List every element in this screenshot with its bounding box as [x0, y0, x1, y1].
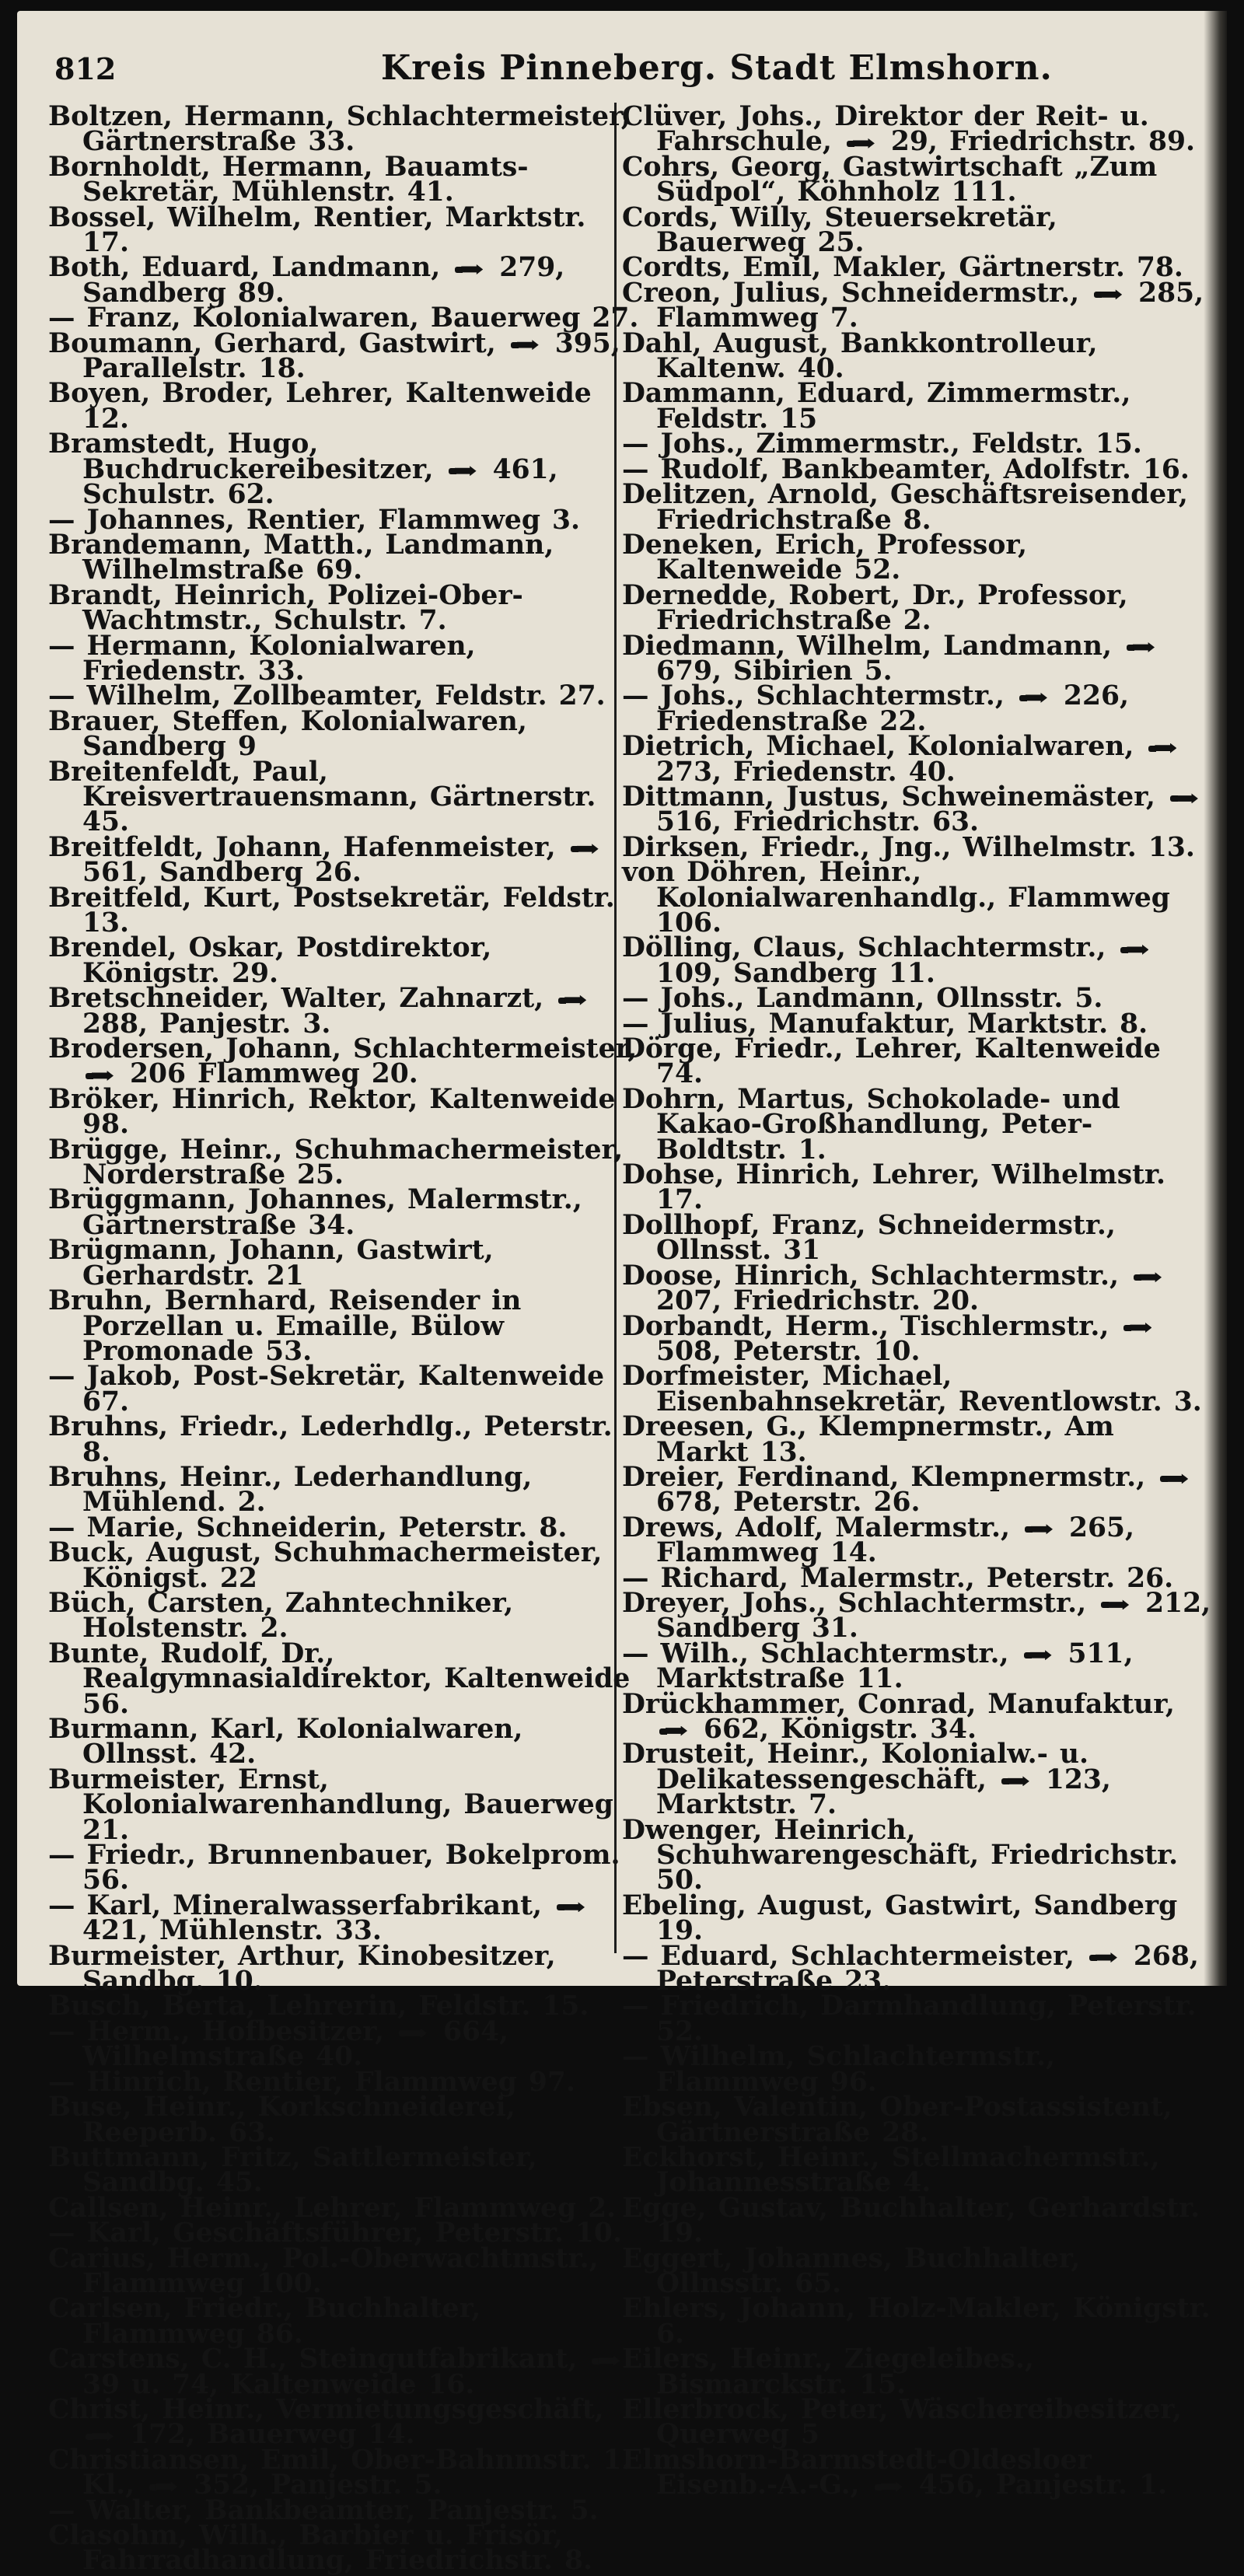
directory-entry: Drusteit, Heinr., Kolonialw.- u. Delikatessengeschäft, 123, Marktstr. 7. — [622, 1739, 1111, 1821]
directory-entry: — Johs., Schlachtermstr., 226, Friedenstraße 22. — [622, 680, 1129, 737]
directory-entry: Christiansen, Emil, Ober-Bahnmstr. 1. Kl., 352, Panjestr. 5. — [48, 2444, 631, 2501]
directory-entry: Both, Eduard, Landmann, 279, Sandberg 89. — [48, 252, 565, 309]
directory-entry: Diedmann, Wilhelm, Landmann, 679, Sibirien 5. — [622, 634, 1213, 684]
directory-entry: Dorbandt, Herm., Tischlermstr., 508, Peterstr. 10. — [622, 1314, 1213, 1365]
directory-entry: Clüver, Johs., Direktor der Reit- u. Fahrschule, 29, Friedrichstr. 89. — [622, 101, 1195, 158]
directory-entry: Breitfeldt, Johann, Hafenmeister, 561, Sandberg 26. — [48, 835, 639, 886]
directory-entry: Carstens, C. H., Steingutfabrikant, 39 u. 74, Kaltenweide 16. — [48, 2347, 639, 2397]
directory-entry: Bornholdt, Hermann, Bauamts-Sekretär, Mühlenstr. 41. — [48, 151, 529, 208]
directory-entry: Dreyer, Johs., Schlachtermstr., 212, Sandberg 31. — [622, 1587, 1211, 1645]
directory-entry: Eilers, Heinr., Ziegeleibes., Bismarckstr. 15. — [622, 2344, 1034, 2400]
directory-entry: Drückhammer, Conrad, Manufaktur, 662, Königstr. 34. — [622, 1688, 1175, 1745]
directory-entry: Büch, Carsten, Zahntechniker, Holstenstr. 2. — [48, 1587, 514, 1645]
telephone-icon — [558, 994, 588, 1005]
directory-entry: Dietrich, Michael, Kolonialwaren, 273, Friedenstr. 40. — [622, 734, 1213, 785]
telephone-icon — [455, 264, 484, 274]
directory-entry: Ebeling, August, Gastwirt, Sandberg 19. — [622, 1889, 1178, 1947]
directory-entry: Brodersen, Johann, Schlachtermeister, 206 Flammweg 20. — [48, 1033, 638, 1090]
directory-entry: — Marie, Schneiderin, Peterstr. 8. — [48, 1512, 568, 1543]
telephone-icon — [1123, 1322, 1153, 1333]
directory-entry: Carlsen, Friedr., Buchhalter, Flammweg 86. — [48, 2293, 481, 2350]
directory-entry: Bröker, Hinrich, Rektor, Kaltenweide 98. — [48, 1083, 616, 1141]
directory-entry: — Friedrich, Darmhandlung, Peterstr. 52. — [622, 1991, 1197, 2047]
directory-entry: — Herm., Hofbesitzer, 664, Wilhelmstraße 40. — [48, 2015, 509, 2073]
directory-entry: — Richard, Malermstr., Peterstr. 26. — [622, 1562, 1174, 1594]
right-column — [622, 101, 1213, 2501]
telephone-icon — [875, 2481, 904, 2492]
directory-entry: Bruhns, Heinr., Lederhandlung, Mühlend. 2. — [48, 1461, 533, 1519]
directory-entry: Dohse, Hinrich, Lehrer, Wilhelmstr. 17. — [622, 1159, 1166, 1216]
telephone-icon — [511, 339, 540, 350]
telephone-icon — [1094, 288, 1123, 299]
directory-entry: Drews, Adolf, Malermstr., 265, Flammweg 14. — [622, 1512, 1135, 1569]
directory-entry: Eggert, Johannes, Buchhalter, Ollnsstr. 65. — [622, 2242, 1081, 2299]
telephone-icon — [1148, 743, 1178, 753]
directory-entry: Bruhns, Friedr., Lederhdlg., Peterstr. 8. — [48, 1411, 613, 1468]
directory-entry: Bramstedt, Hugo, Buchdruckereibesitzer, 461, Schulstr. 62. — [48, 428, 558, 511]
directory-entry: — Wilhelm, Schlachtermstr., Flammweg 96. — [622, 2041, 1056, 2098]
directory-entry: Dreier, Ferdinand, Klempnermstr., 678, Peterstr. 26. — [622, 1465, 1213, 1515]
directory-entry: — Hinrich, Rentier, Flammweg 97. — [48, 2066, 575, 2098]
directory-entry: Breitfeld, Kurt, Postsekretär, Feldstr. 13. — [48, 882, 615, 938]
telephone-icon — [149, 2481, 179, 2492]
directory-entry: — Johs., Zimmermstr., Feldstr. 15. — [622, 428, 1142, 460]
directory-entry: Cords, Willy, Steuersekretär, Bauerweg 25. — [622, 201, 1057, 259]
directory-entry: Dorfmeister, Michael, Eisenbahnsekretär, Reventlowstr. 3. — [622, 1361, 1202, 1417]
telephone-icon — [1101, 1599, 1130, 1610]
directory-entry: Creon, Julius, Schneidermstr., 285, Flammweg 7. — [622, 277, 1204, 334]
directory-entry: Brügge, Heinr., Schuhmachermeister, Norderstraße 25. — [48, 1134, 624, 1191]
directory-entry: — Karl, Geschäftsführer, Peterstr. 10. — [48, 2218, 622, 2249]
directory-entry: Dittmann, Justus, Schweinemäster, 516, Friedrichstr. 63. — [622, 785, 1213, 835]
telephone-icon — [847, 138, 876, 149]
directory-entry: Ellerbrock, Peter, Wäschereibesitzer, Querweg 5 — [622, 2393, 1182, 2451]
telephone-icon — [1127, 641, 1156, 652]
directory-entry: — Eduard, Schlachtermeister, 268, Peterstraße 23. — [622, 1940, 1199, 1998]
directory-entry: Dernedde, Robert, Dr., Professor, Friedrichstraße 2. — [622, 579, 1128, 637]
directory-entry: von Döhren, Heinr., Kolonialwarenhandlg., Flammweg 106. — [622, 857, 1170, 938]
telephone-icon — [399, 2027, 428, 2038]
telephone-icon — [592, 2355, 621, 2366]
directory-entry: — Johannes, Rentier, Flammweg 3. — [48, 504, 580, 536]
directory-entry: Boumann, Gerhard, Gastwirt, 395, Parallelstr. 18. — [48, 327, 620, 385]
directory-entry: Ebsen, Valentin, Ober-Postassistent, Gärtnerstraße 28. — [622, 2092, 1172, 2148]
telephone-icon — [1170, 792, 1200, 803]
directory-entry: — Wilh., Schlachtermstr., 511, Marktstraße 11. — [622, 1638, 1134, 1695]
directory-entry: Egge, Gustav, Buchhalter, Gerhardstr. 19. — [622, 2192, 1200, 2249]
directory-entry: Burmann, Karl, Kolonialwaren, Ollnsst. 42. — [48, 1714, 523, 1770]
directory-entry: Carius, Herm., Pol.-Oberwachtmstr., Flammweg 100. — [48, 2242, 599, 2299]
directory-entry: Clasohm, Wilh., Barbier u. Frisör, Fahrradhandlung, Friedrichstr. 8. — [48, 2520, 592, 2576]
telephone-icon — [1160, 1473, 1190, 1484]
directory-entry: Breitenfeldt, Paul, Kreisvertrauensmann, Gärtnerstr. 45. — [48, 756, 596, 838]
telephone-icon — [1120, 944, 1150, 955]
directory-entry: Brügmann, Johann, Gastwirt, Gerhardstr. 21 — [48, 1235, 494, 1291]
directory-entry: Dwenger, Heinrich, Schuhwarengeschäft, Friedrichstr. 50. — [622, 1814, 1179, 1896]
directory-entry: Dreesen, G., Klempnermstr., Am Markt 13. — [622, 1411, 1114, 1468]
directory-entry: — Hermann, Kolonialwaren, Friedenstr. 33. — [48, 630, 476, 687]
directory-entry: Doose, Hinrich, Schlachtermstr., 207, Friedrichstr. 20. — [622, 1264, 1213, 1314]
directory-entry: — Wilhelm, Zollbeamter, Feldstr. 27. — [48, 680, 606, 712]
directory-entry: — Karl, Mineralwasserfabrikant, 421, Mühlenstr. 33. — [48, 1893, 639, 1944]
directory-entry: — Jakob, Post-Sekretär, Kaltenweide 67. — [48, 1361, 605, 1417]
directory-entry: Delitzen, Arnold, Geschäftsreisender, Friedrichstraße 8. — [622, 479, 1188, 536]
directory-entry: Ehlers, Johann, Holz-Makler, Königstr. 6. — [622, 2293, 1211, 2350]
telephone-icon — [1024, 1649, 1054, 1660]
directory-entry: Brandemann, Matth., Landmann, Wilhelmstraße 69. — [48, 529, 554, 586]
directory-entry: Deneken, Erich, Professor, Kaltenweide 52. — [622, 529, 1028, 586]
directory-entry: Dammann, Eduard, Zimmermstr., Feldstr. 15 — [622, 378, 1131, 435]
directory-entry: Buse, Heinr., Korkschneiderei, Reeperb. 63. — [48, 2092, 515, 2148]
directory-entry: Eckhorst, Heinr., Stellmachermstr., Johannesstraße 4. — [622, 2141, 1160, 2199]
directory-entry: — Johs., Landmann, Ollnsstr. 5. — [622, 983, 1103, 1015]
left-column — [48, 101, 639, 2576]
directory-entry: Brauer, Steffen, Kolonialwaren, Sandberg 9 — [48, 705, 527, 763]
directory-entry: Cohrs, Georg, Gastwirtschaft „Zum Südpol“, Köhnholz 111. — [622, 151, 1158, 208]
telephone-icon — [1001, 1775, 1031, 1786]
directory-entry: — Julius, Manufaktur, Marktstr. 8. — [622, 1008, 1148, 1040]
directory-entry: Dölling, Claus, Schlachtermstr., 109, Sandberg 11. — [622, 935, 1213, 986]
directory-entry: Buttmann, Fritz, Sattlermeister, Sandbg. 45. — [48, 2141, 537, 2199]
directory-entry: Brendel, Oskar, Postdirektor, Königstr. 29. — [48, 932, 492, 989]
running-title: Kreis Pinneberg. Stadt Elmshorn. — [381, 48, 1053, 88]
telephone-icon — [86, 1070, 115, 1081]
directory-entry: Elmshorn-Barmstedt-Oldesloer Eisenb.-A.-G., 456, Panjestr. 1. — [622, 2444, 1168, 2501]
directory-entry: Bunte, Rudolf, Dr., Realgymnasialdirektor, Kaltenweide 56. — [48, 1638, 631, 1720]
telephone-icon — [571, 843, 600, 854]
directory-entry: Buck, August, Schuhmachermeister, Königst. 22 — [48, 1537, 603, 1594]
telephone-icon — [1019, 692, 1049, 703]
directory-entry: — Walter, Bankbeamter, Panjestr. 5. — [48, 2494, 599, 2526]
directory-entry: — Franz, Kolonialwaren, Bauerweg 27. — [48, 302, 639, 334]
telephone-icon — [1089, 1952, 1119, 1963]
telephone-icon — [86, 2431, 115, 2441]
directory-entry: Christ, Heinr., Vermietungsgeschäft, 172, Bauerweg 14. — [48, 2393, 604, 2451]
directory-entry: Callsen, Heinr., Lehrer, Flammweg 2. — [48, 2192, 617, 2224]
page-header — [39, 42, 1205, 96]
directory-entry: Bruhn, Bernhard, Reisender in Porzellan u. Emaille, Bülow Promonade 53. — [48, 1285, 522, 1367]
directory-entry: Burmeister, Ernst, Kolonialwarenhandlung, Bauerweg 21. — [48, 1763, 613, 1846]
directory-entry: Brüggmann, Johannes, Malermstr., Gärtnerstraße 34. — [48, 1184, 582, 1241]
directory-entry: Cordts, Emil, Makler, Gärtnerstr. 78. — [622, 252, 1183, 284]
directory-entry: Dohrn, Martus, Schokolade- und Kakao-Großhandlung, Peter-Boldtstr. 1. — [622, 1083, 1120, 1166]
page-number: 812 — [54, 51, 117, 86]
directory-entry: Bretschneider, Walter, Zahnarzt, 288, Panjestr. 3. — [48, 986, 639, 1036]
telephone-icon — [1025, 1523, 1054, 1534]
telephone-icon — [1134, 1271, 1163, 1282]
telephone-icon — [557, 1901, 586, 1912]
directory-entry: Burmeister, Arthur, Kinobesitzer, Sandbg. 10. — [48, 1940, 556, 1998]
directory-entry: Busch, Berta, Lehrerin, Feldstr. 15. — [48, 1991, 589, 2022]
directory-entry: — Rudolf, Bankbeamter, Adolfstr. 16. — [622, 453, 1190, 485]
directory-entry: Dörge, Friedr., Lehrer, Kaltenweide 74. — [622, 1033, 1161, 1090]
telephone-icon — [449, 465, 478, 476]
directory-entry: Boltzen, Hermann, Schlachtermeister, Gärtnerstraße 33. — [48, 101, 631, 158]
directory-entry: Bossel, Wilhelm, Rentier, Marktstr. 17. — [48, 201, 586, 259]
directory-page — [17, 11, 1227, 2576]
directory-entry: Dahl, August, Bankkontrolleur, Kaltenw. 40. — [622, 327, 1098, 385]
telephone-icon — [659, 1725, 689, 1736]
directory-entry: Boyen, Broder, Lehrer, Kaltenweide 12. — [48, 378, 592, 435]
directory-entry: — Friedr., Brunnenbauer, Bokelprom. 56. — [48, 1840, 620, 1896]
directory-entry: Dirksen, Friedr., Jng., Wilhelmstr. 13. — [622, 831, 1195, 863]
directory-entry: Dollhopf, Franz, Schneidermstr., Ollnsst. 31 — [622, 1209, 1116, 1267]
directory-entry: Brandt, Heinrich, Polizei-Ober-Wachtmstr., Schulstr. 7. — [48, 579, 523, 637]
